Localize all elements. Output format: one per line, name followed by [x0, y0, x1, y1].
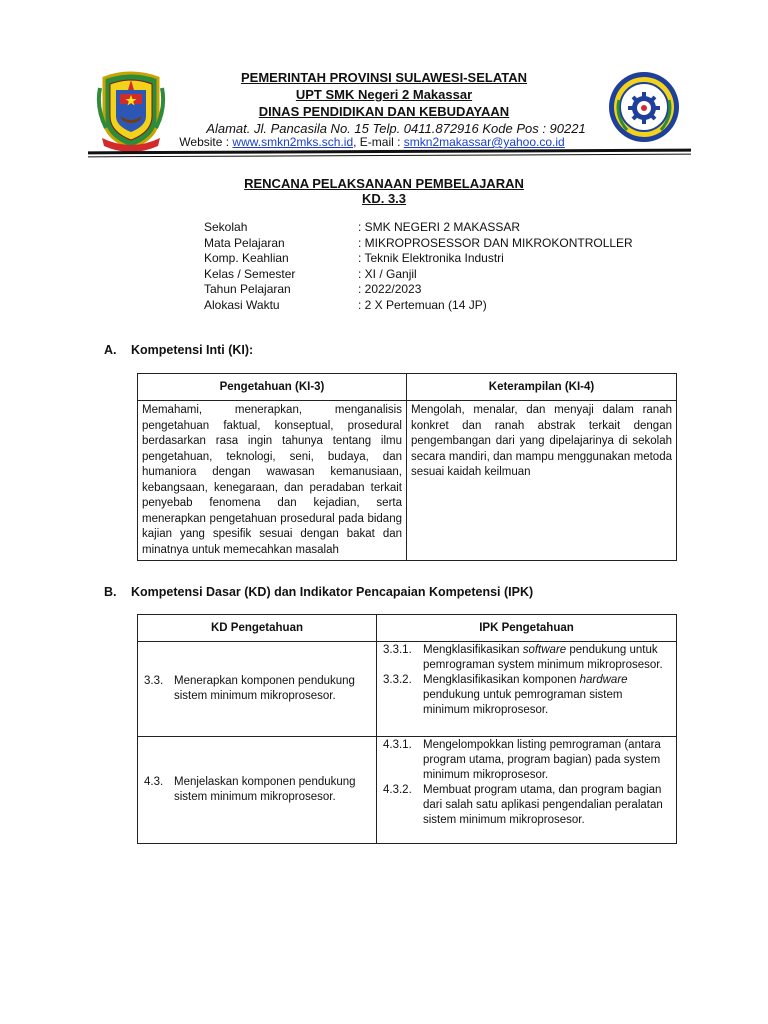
ipk-text: Mengklasifikasikan komponen hardware pendukung untuk pemrograman sistem minimum mikroprosesor.: [423, 674, 628, 716]
ipk-text: Mengklasifikasikan software pendukung untuk pemrograman system minimum mikroprosesor.: [423, 644, 663, 671]
ipk-text: Membuat program utama, dan program bagian dari salah satu aplikasi pengendalian peralatan sistem minimum mikroprosesor.: [423, 784, 663, 826]
section-letter: A.: [104, 343, 117, 357]
email-link[interactable]: smkn2makassar@yahoo.co.id: [403, 135, 565, 149]
ki4-header: Keterampilan (KI-4): [407, 374, 677, 401]
ipk-item: [383, 783, 670, 828]
letterhead-school: UPT SMK Negeri 2 Makassar: [295, 87, 473, 102]
kd-ipk-table: [137, 614, 677, 844]
ipk-item: [383, 738, 670, 783]
kd-number: 3.3.: [144, 675, 164, 687]
website-link[interactable]: www.smkn2mks.sch.id: [232, 135, 354, 149]
info-key: Kelas / Semester: [204, 266, 296, 281]
letterhead-address: Alamat. Jl. Pancasila No. 15 Telp. 0411.872916 Kode Pos : 90221: [206, 121, 586, 136]
identity-block: [204, 220, 633, 313]
kd-cell: [138, 737, 377, 844]
ki3-text: Memahami, menerapkan, menganalisis pengetahuan faktual, konseptual, prosedural berdasarkan rasa ingin tahunya tentang ilmu pengetahuan, teknologi, seni, budaya, dan humaniora dengan wawasan kemanusiaan, kebangsaan, kenegaraan, dan peradaban terkait penyebab fenomena dan kejadian, serta menerapkan pengetahuan prosedural pada bidang kajian yang spesifik sesuai dengan bakat dan minatnya untuk memecahkan masalah: [138, 401, 407, 561]
email-label: , E-mail :: [353, 135, 404, 149]
ipk-cell: [377, 737, 677, 844]
letterhead-divider-thin: [88, 154, 691, 158]
section-b-heading: [104, 585, 533, 599]
info-value: : Teknik Elektronika Industri: [358, 251, 504, 265]
section-a-heading: [104, 343, 253, 357]
info-value: : MIKROPROSESSOR DAN MIKROKONTROLLER: [358, 235, 633, 250]
ipk-number: 4.3.1.: [383, 739, 412, 751]
info-row: [204, 236, 633, 252]
info-key: Sekolah: [204, 220, 248, 234]
info-key: Mata Pelajaran: [204, 235, 285, 250]
kd-text: Menerapkan komponen pendukung sistem minimum mikroprosesor.: [174, 675, 355, 702]
website-label: Website :: [179, 135, 233, 149]
kd-item: [144, 775, 375, 805]
info-key: Komp. Keahlian: [204, 251, 289, 265]
info-key: Alokasi Waktu: [204, 297, 280, 312]
ki-table: [137, 373, 677, 561]
ipk-number: 3.3.1.: [383, 644, 412, 656]
ipk-header: IPK Pengetahuan: [377, 615, 677, 642]
ipk-text: Mengelompokkan listing pemrograman (antara program utama, program bagian) pada system minimum mikroprosesor.: [423, 739, 661, 781]
table-row: [138, 642, 677, 737]
info-key: Tahun Pelajaran: [204, 282, 291, 296]
ipk-number: 3.3.2.: [383, 674, 412, 686]
info-row: [204, 282, 633, 298]
kd-text: Menjelaskan komponen pendukung sistem minimum mikroprosesor.: [174, 776, 356, 803]
section-title: Kompetensi Dasar (KD) dan Indikator Pencapaian Kompetensi (IPK): [131, 585, 534, 599]
document-subtitle: KD. 3.3: [361, 191, 407, 206]
table-row: [138, 737, 677, 844]
letterhead-government: PEMERINTAH PROVINSI SULAWESI-SELATAN: [240, 70, 527, 85]
info-value: : 2 X Pertemuan (14 JP): [358, 297, 487, 312]
letterhead-department: DINAS PENDIDIKAN DAN KEBUDAYAAN: [258, 104, 510, 119]
section-letter: B.: [104, 585, 117, 599]
kd-cell: [138, 642, 377, 737]
info-row: [204, 267, 633, 283]
ipk-cell: [377, 642, 677, 737]
info-value: : 2022/2023: [358, 282, 422, 296]
ipk-number: 4.3.2.: [383, 784, 412, 796]
kd-item: [144, 674, 375, 704]
kd-header: KD Pengetahuan: [138, 615, 377, 642]
ki3-header: Pengetahuan (KI-3): [138, 374, 407, 401]
ipk-item: [383, 643, 670, 673]
section-title: Kompetensi Inti (KI):: [131, 343, 254, 357]
info-value: : XI / Ganjil: [358, 266, 417, 281]
ki4-text: Mengolah, menalar, dan menyaji dalam ranah konkret dan ranah abstrak terkait dengan pengembangan dari yang dipelajarinya di sekolah secara mandiri, dan mampu menggunakan metoda sesuai kaidah keilmuan: [407, 401, 677, 561]
kd-number: 4.3.: [144, 776, 164, 788]
document-title: RENCANA PELAKSANAAN PEMBELAJARAN: [244, 176, 524, 191]
info-row: [204, 251, 633, 267]
info-value: : SMK NEGERI 2 MAKASSAR: [358, 220, 521, 234]
ipk-item: [383, 673, 670, 718]
info-row: [204, 220, 633, 236]
info-row: [204, 298, 633, 314]
